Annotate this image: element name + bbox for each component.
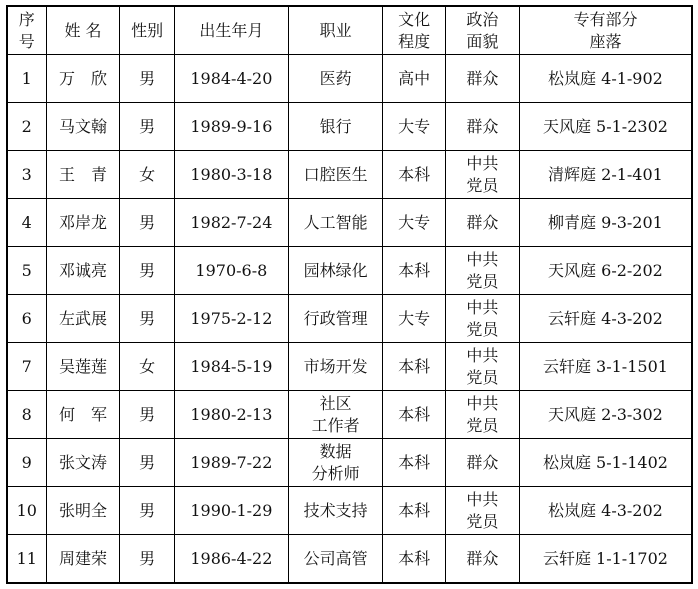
cell-index: 5 [7, 247, 46, 295]
cell-index: 10 [7, 487, 46, 535]
cell-index: 3 [7, 151, 46, 199]
cell-political-status: 群众 [445, 199, 519, 247]
cell-unit-location: 松岚庭 4-3-202 [519, 487, 692, 535]
cell-education: 大专 [383, 295, 446, 343]
header-occupation: 职业 [288, 6, 382, 55]
cell-education: 本科 [383, 151, 446, 199]
header-index: 序 号 [7, 6, 46, 55]
cell-gender: 男 [120, 247, 174, 295]
cell-education: 大专 [383, 199, 446, 247]
cell-political-status: 中共 党员 [445, 391, 519, 439]
table-row [7, 391, 692, 439]
cell-occupation: 社区 工作者 [288, 391, 382, 439]
cell-gender: 男 [120, 391, 174, 439]
header-unit-location: 专有部分 座落 [519, 6, 692, 55]
cell-name: 张文涛 [46, 439, 120, 487]
cell-education: 大专 [383, 103, 446, 151]
table-row [7, 439, 692, 487]
cell-political-status: 中共 党员 [445, 343, 519, 391]
cell-unit-location: 云轩庭 1-1-1702 [519, 535, 692, 584]
header-gender: 性别 [120, 6, 174, 55]
header-row [7, 6, 692, 55]
cell-index: 9 [7, 439, 46, 487]
cell-name: 左武展 [46, 295, 120, 343]
table-header [7, 6, 692, 55]
table-body [7, 55, 692, 584]
cell-education: 本科 [383, 391, 446, 439]
cell-index: 11 [7, 535, 46, 584]
cell-education: 本科 [383, 535, 446, 584]
table-row [7, 199, 692, 247]
cell-birth-date: 1980-2-13 [174, 391, 288, 439]
table-row [7, 151, 692, 199]
cell-education: 本科 [383, 487, 446, 535]
cell-index: 1 [7, 55, 46, 103]
cell-political-status: 群众 [445, 55, 519, 103]
cell-index: 8 [7, 391, 46, 439]
header-name: 姓 名 [46, 6, 120, 55]
cell-political-status: 群众 [445, 439, 519, 487]
cell-index: 4 [7, 199, 46, 247]
cell-gender: 男 [120, 55, 174, 103]
cell-political-status: 中共 党员 [445, 487, 519, 535]
cell-index: 7 [7, 343, 46, 391]
table-row [7, 247, 692, 295]
cell-name: 万 欣 [46, 55, 120, 103]
cell-occupation: 人工智能 [288, 199, 382, 247]
cell-occupation: 市场开发 [288, 343, 382, 391]
header-education: 文化 程度 [383, 6, 446, 55]
table-row [7, 103, 692, 151]
cell-unit-location: 柳青庭 9-3-201 [519, 199, 692, 247]
cell-birth-date: 1980-3-18 [174, 151, 288, 199]
cell-name: 邓岸龙 [46, 199, 120, 247]
cell-name: 邓诚亮 [46, 247, 120, 295]
cell-occupation: 数据 分析师 [288, 439, 382, 487]
cell-birth-date: 1989-9-16 [174, 103, 288, 151]
cell-political-status: 群众 [445, 103, 519, 151]
cell-name: 张明全 [46, 487, 120, 535]
cell-unit-location: 云轩庭 4-3-202 [519, 295, 692, 343]
table-row [7, 295, 692, 343]
cell-unit-location: 云轩庭 3-1-1501 [519, 343, 692, 391]
cell-gender: 男 [120, 295, 174, 343]
cell-name: 王 青 [46, 151, 120, 199]
cell-gender: 男 [120, 199, 174, 247]
cell-unit-location: 松岚庭 4-1-902 [519, 55, 692, 103]
cell-birth-date: 1975-2-12 [174, 295, 288, 343]
cell-occupation: 技术支持 [288, 487, 382, 535]
cell-political-status: 中共 党员 [445, 247, 519, 295]
cell-unit-location: 天风庭 2-3-302 [519, 391, 692, 439]
cell-birth-date: 1984-5-19 [174, 343, 288, 391]
member-roster-table [6, 5, 693, 584]
header-political-status: 政治 面貌 [445, 6, 519, 55]
table-row [7, 343, 692, 391]
cell-unit-location: 松岚庭 5-1-1402 [519, 439, 692, 487]
cell-occupation: 银行 [288, 103, 382, 151]
cell-index: 2 [7, 103, 46, 151]
cell-occupation: 园林绿化 [288, 247, 382, 295]
cell-name: 吴莲莲 [46, 343, 120, 391]
cell-occupation: 口腔医生 [288, 151, 382, 199]
cell-unit-location: 天风庭 6-2-202 [519, 247, 692, 295]
cell-occupation: 行政管理 [288, 295, 382, 343]
cell-gender: 男 [120, 487, 174, 535]
cell-birth-date: 1984-4-20 [174, 55, 288, 103]
cell-political-status: 群众 [445, 535, 519, 584]
cell-education: 高中 [383, 55, 446, 103]
cell-birth-date: 1990-1-29 [174, 487, 288, 535]
cell-political-status: 中共 党员 [445, 151, 519, 199]
cell-unit-location: 天风庭 5-1-2302 [519, 103, 692, 151]
table-row [7, 535, 692, 584]
cell-gender: 男 [120, 103, 174, 151]
cell-occupation: 医药 [288, 55, 382, 103]
cell-political-status: 中共 党员 [445, 295, 519, 343]
table-row [7, 487, 692, 535]
header-birth-date: 出生年月 [174, 6, 288, 55]
cell-education: 本科 [383, 439, 446, 487]
cell-education: 本科 [383, 247, 446, 295]
cell-birth-date: 1970-6-8 [174, 247, 288, 295]
cell-birth-date: 1989-7-22 [174, 439, 288, 487]
cell-gender: 男 [120, 439, 174, 487]
cell-education: 本科 [383, 343, 446, 391]
cell-name: 马文翰 [46, 103, 120, 151]
cell-name: 何 军 [46, 391, 120, 439]
cell-gender: 女 [120, 151, 174, 199]
cell-occupation: 公司高管 [288, 535, 382, 584]
cell-index: 6 [7, 295, 46, 343]
cell-birth-date: 1986-4-22 [174, 535, 288, 584]
cell-unit-location: 清辉庭 2-1-401 [519, 151, 692, 199]
cell-birth-date: 1982-7-24 [174, 199, 288, 247]
cell-name: 周建荣 [46, 535, 120, 584]
cell-gender: 女 [120, 343, 174, 391]
table-row [7, 55, 692, 103]
cell-gender: 男 [120, 535, 174, 584]
